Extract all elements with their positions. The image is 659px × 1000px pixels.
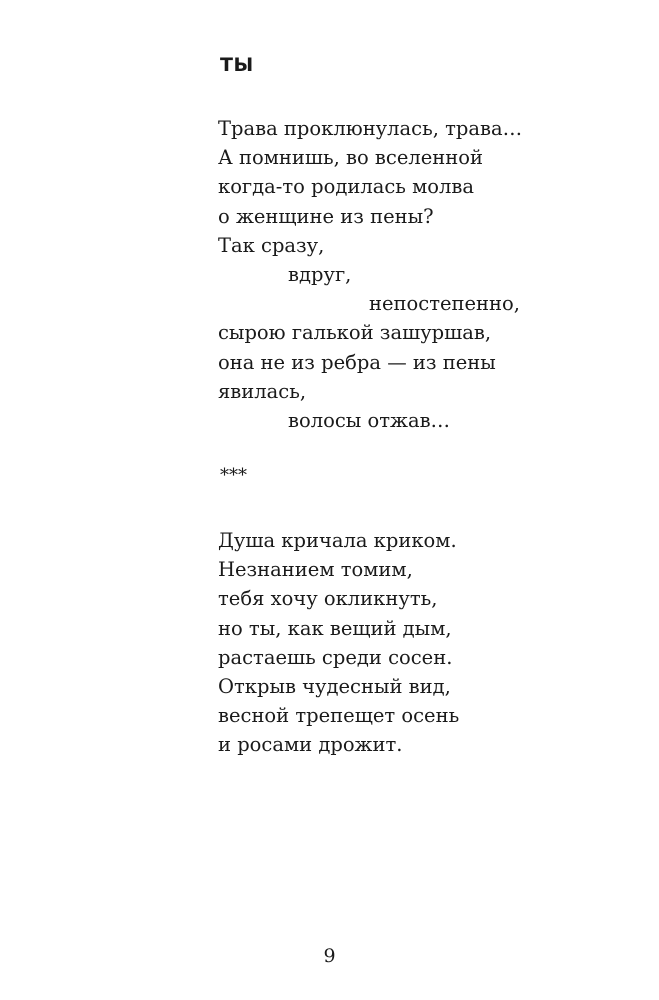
poem-line: Так сразу,	[218, 233, 325, 257]
poem-line: но ты, как вещий дым,	[218, 616, 452, 640]
poem-line: А помнишь, во вселенной	[218, 146, 484, 170]
poem-title: ТЫ	[220, 54, 254, 76]
poem-line: Трава проклюнулась, трава…	[218, 117, 523, 140]
stanza-2	[218, 526, 459, 760]
poem-line: явилась,	[218, 379, 307, 403]
poem-line: растаешь среди сосен.	[218, 645, 453, 669]
poem-line: сырою галькой зашуршав,	[218, 321, 492, 345]
poem-line: она не из ребра — из пены	[218, 350, 496, 374]
poem-line: вдруг,	[288, 263, 352, 287]
poem-line: Открыв чудесный вид,	[218, 675, 451, 699]
poem-line: о женщине из пены?	[218, 204, 434, 228]
page-number: 9	[323, 945, 336, 967]
poem-line: Душа кричала криком.	[218, 529, 457, 552]
section-separator: ***	[220, 465, 247, 486]
poem-line: когда-то родилась молва	[218, 175, 474, 199]
stanza-1	[218, 114, 522, 435]
poem-line: и росами дрожит.	[218, 733, 403, 757]
poem-line: волосы отжав…	[288, 409, 451, 433]
poem-line: Незнанием томим,	[218, 558, 413, 582]
poem-line: весной трепещет осень	[218, 704, 460, 728]
poem-line: тебя хочу окликнуть,	[218, 587, 438, 611]
poem-line: непостепенно,	[369, 292, 520, 316]
